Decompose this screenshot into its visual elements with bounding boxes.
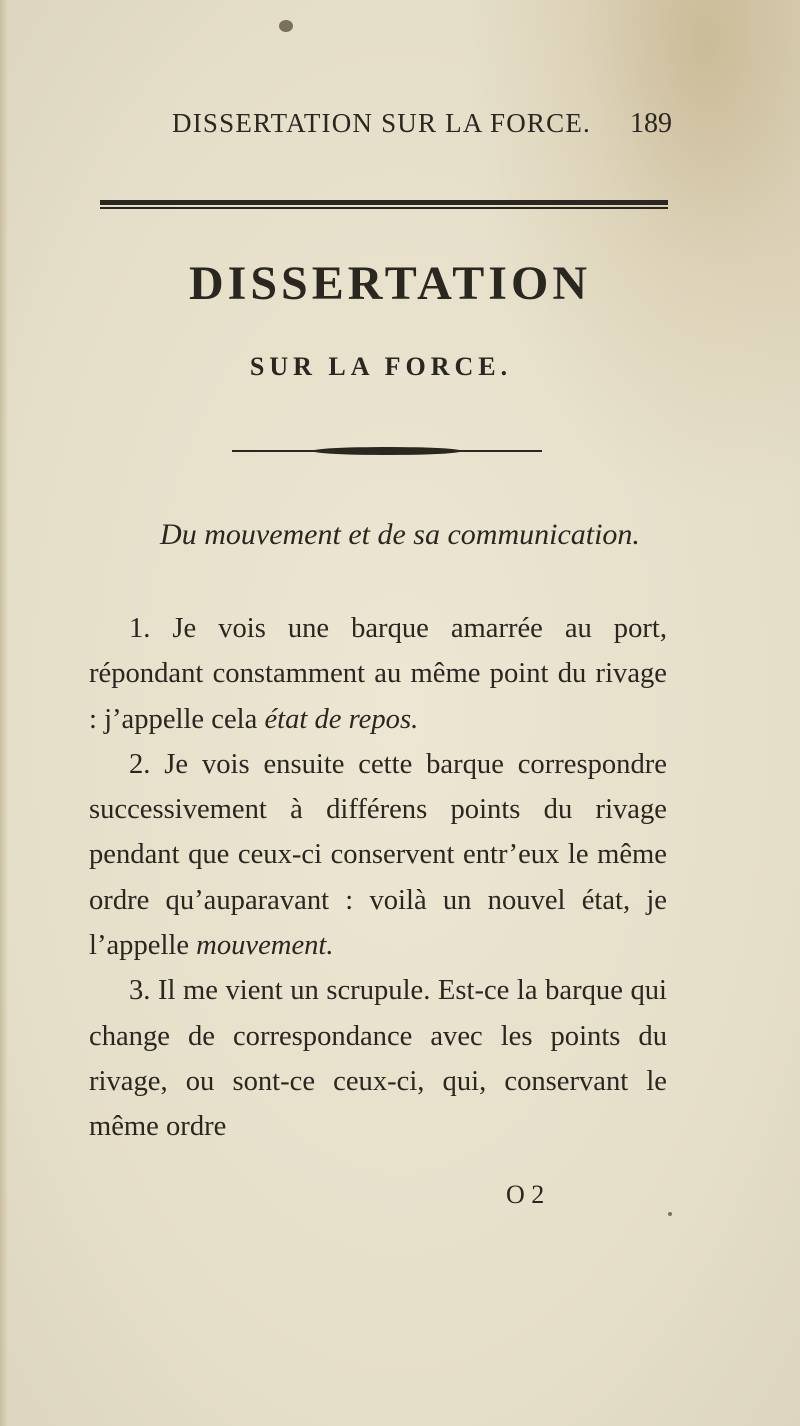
page-gutter-edge [0,0,8,1426]
paragraph-emphasis: mouvement. [196,930,334,962]
double-rule-divider [100,196,668,212]
paragraph-3 [89,968,667,1149]
section-heading: Du mouvement et de sa communication. [160,518,640,551]
main-title: DISSERTATION [189,257,591,310]
paragraph-1 [89,606,667,742]
rule-thin-line [100,207,668,209]
running-title: DISSERTATION SUR LA FORCE. [172,108,591,138]
running-head [170,108,680,152]
ornamental-rule [232,446,542,456]
ornament-swell [312,447,462,455]
paragraph-text: 2. Je vois ensuite cette barque correspondre successivement à différens points du rivage pendant que ceux-ci conservent entr’eux le même ordre qu’auparavant : voilà un nouvel état, je l’appelle [89,748,667,962]
signature-mark: O 2 [506,1180,545,1209]
rule-thick-line [100,200,668,205]
ink-speck [279,20,293,32]
paragraph-text: 1. Je vois une barque amarrée au port, répondant constamment au même point du rivage : j’appelle cela [89,613,667,735]
paragraph-2 [89,742,667,968]
page-number: 189 [630,108,672,139]
paragraph-emphasis: état de repos. [264,703,419,735]
paragraph-text: 3. Il me vient un scrupule. Est-ce la barque qui change de correspondance avec les points du rivage, ou sont-ce ceux-ci, qui, conservant le même ordre [89,975,667,1143]
sub-title: SUR LA FORCE. [249,352,513,381]
body-text [89,606,667,1150]
ink-speck [668,1212,672,1216]
